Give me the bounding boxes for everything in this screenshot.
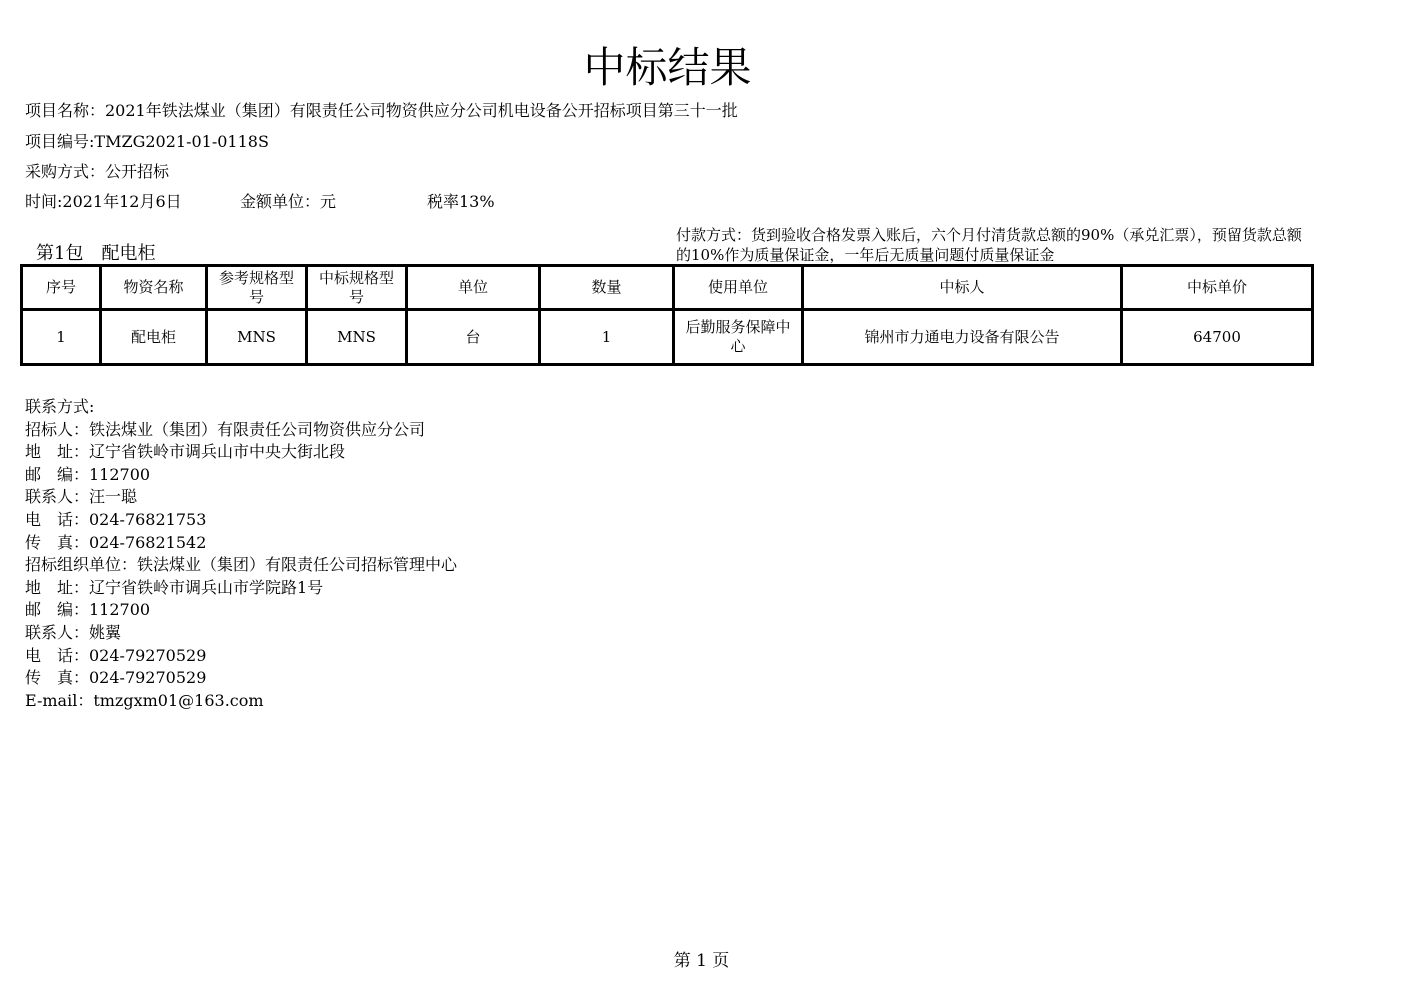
project-number: 项目编号:TMZG2021-01-0118S bbox=[25, 132, 269, 151]
column-header: 物资名称 bbox=[101, 266, 207, 310]
date-currency-tax-line bbox=[25, 191, 495, 213]
table-cell: 后勤服务保障中心 bbox=[674, 310, 803, 365]
currency-unit: 金额单位：元 bbox=[240, 192, 337, 211]
contact-heading: 联系方式: bbox=[25, 397, 95, 416]
contact-section bbox=[25, 396, 457, 712]
page-title: 中标结果 bbox=[583, 43, 752, 92]
table-cell: 配电柜 bbox=[101, 310, 207, 365]
table-cell: 锦州市力通电力设备有限公告 bbox=[803, 310, 1122, 365]
column-header: 数量 bbox=[540, 266, 674, 310]
tenderer-phone: 电 话：024-76821753 bbox=[25, 509, 207, 529]
tenderer-fax: 传 真：024-76821542 bbox=[25, 532, 207, 552]
column-header: 中标规格型号 bbox=[307, 266, 407, 310]
tenderer-contact-person: 联系人：汪一聪 bbox=[25, 487, 138, 507]
tenderer-address: 地 址：辽宁省铁岭市调兵山市中央大街北段 bbox=[25, 442, 346, 462]
agency-fax: 传 真：024-79270529 bbox=[25, 668, 207, 688]
column-header: 中标单价 bbox=[1122, 266, 1313, 310]
column-header: 使用单位 bbox=[674, 266, 803, 310]
column-header: 中标人 bbox=[803, 266, 1122, 310]
column-header: 单位 bbox=[407, 266, 540, 310]
table-cell: 1 bbox=[22, 310, 101, 365]
tax-rate: 税率13% bbox=[427, 192, 495, 211]
table-row bbox=[22, 310, 1313, 365]
page-number: 第 1 页 bbox=[673, 951, 730, 971]
result-table bbox=[20, 264, 1314, 366]
agency-contact-person: 联系人：姚翼 bbox=[25, 622, 122, 642]
agency-address: 地 址：辽宁省铁岭市调兵山市学院路1号 bbox=[25, 577, 324, 597]
table-cell: 台 bbox=[407, 310, 540, 365]
tender-agency: 招标组织单位：铁法煤业（集团）有限责任公司招标管理中心 bbox=[25, 555, 458, 575]
table-cell: 64700 bbox=[1122, 310, 1313, 365]
table-cell: MNS bbox=[207, 310, 307, 365]
table-cell: 1 bbox=[540, 310, 674, 365]
table-header-row bbox=[22, 266, 1313, 310]
package-label: 第1包 配电柜 bbox=[36, 243, 156, 264]
agency-postcode: 邮 编：112700 bbox=[25, 600, 151, 620]
table-cell: MNS bbox=[307, 310, 407, 365]
tenderer-postcode: 邮 编：112700 bbox=[25, 464, 151, 484]
project-name: 项目名称：2021年铁法煤业（集团）有限责任公司物资供应分公司机电设备公开招标项目第三十一批 bbox=[25, 101, 738, 120]
email: E-mail：tmzgxm01@163.com bbox=[25, 690, 264, 710]
bid-date: 时间:2021年12月6日 bbox=[25, 192, 182, 211]
payment-terms: 付款方式：货到验收合格发票入账后，六个月付清货款总额的90%（承兑汇票），预留货款总额的10%作为质量保证金，一年后无质量问题付质量保证金 bbox=[676, 226, 1302, 264]
column-header: 参考规格型号 bbox=[207, 266, 307, 310]
procurement-method: 采购方式：公开招标 bbox=[25, 162, 170, 181]
agency-phone: 电 话：024-79270529 bbox=[25, 645, 207, 665]
tenderer: 招标人：铁法煤业（集团）有限责任公司物资供应分公司 bbox=[25, 419, 426, 439]
column-header: 序号 bbox=[22, 266, 101, 310]
